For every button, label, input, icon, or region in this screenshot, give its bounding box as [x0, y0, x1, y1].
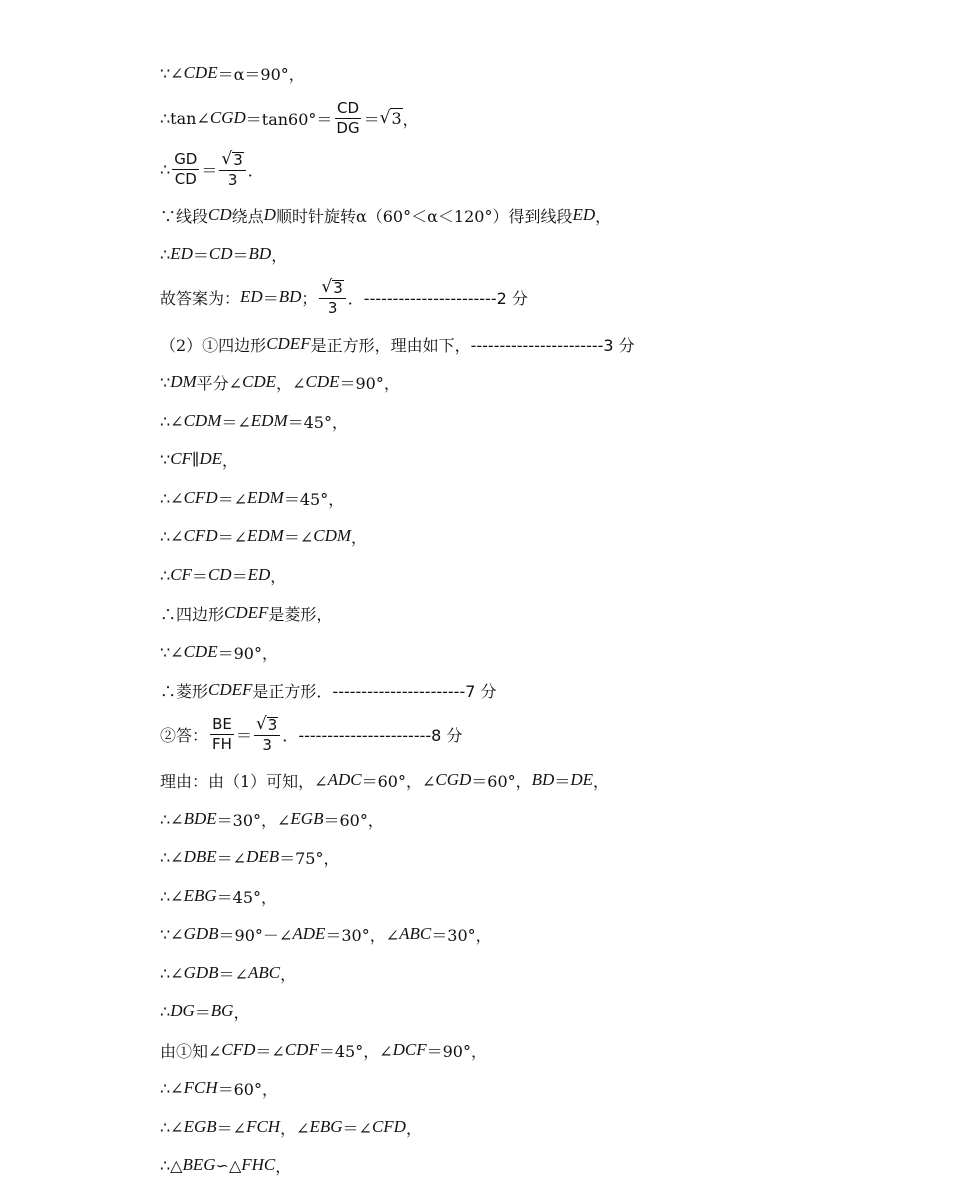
solution-line: ∴∠ GDB ＝∠ ABC ， [160, 963, 297, 984]
solution-line: （2）①四边形 CDEF 是正方形，理由如下， -----------------------3 分 [160, 334, 635, 355]
solution-line: ∵ CF ∥ DE ， [160, 449, 238, 470]
solution-line: 理由：由（1）可知，∠ ADC ＝60°，∠ CGD ＝60°， BD ＝ DE ， [160, 770, 610, 791]
solution-line: ∴ DG ＝ BG ， [160, 1001, 250, 1022]
fraction: $\frac{CD}{DG}$ [336, 98, 360, 137]
solution-line: ∵∠ CDE ＝90°， [160, 642, 278, 663]
solution-line: ∴∠ EBG ＝45°， [160, 886, 278, 907]
solution-line: 故答案为： ED ＝ BD ； √ 3 3 ． -----------------------2 分 [160, 276, 528, 317]
solution-line: ②答： $\frac{BE}{FH}$ ＝ √ 3 3 ． -----------------------8 分 [160, 713, 463, 754]
solution-line: ∴∠ EGB ＝∠ FCH ，∠ EBG ＝∠ CFD ， [160, 1117, 422, 1138]
solution-line: ∴ CF ＝ CD ＝ ED ， [160, 565, 287, 586]
solution-line: ∵∠ CDE ＝α＝90°， [160, 63, 305, 84]
solution-line: ∴∠ CFD ＝∠ EDM ＝∠ CDM ， [160, 526, 368, 547]
solution-line: ∴tan∠ CGD ＝tan60°＝ $\frac{CD}{DG}$ ＝ √ 3 ， [160, 98, 419, 137]
solution-line: ∴∠ BDE ＝30°，∠ EGB ＝60°， [160, 809, 384, 830]
solution-line: ∴菱形 CDEF 是正方形． -----------------------7 分 [160, 680, 497, 701]
solution-line: ∵ DM 平分∠ CDE ，∠ CDE ＝90°， [160, 372, 400, 393]
fraction: $\frac{BE}{FH}$ [212, 714, 232, 753]
fraction: √ 3 3 [319, 279, 345, 316]
solution-line: ∴∠ FCH ＝60°， [160, 1078, 278, 1099]
solution-line: ∴∠ CDM ＝∠ EDM ＝45°， [160, 411, 348, 432]
fraction: $\frac{GD}{CD}$ [174, 149, 198, 188]
sqrt-expression: √ 3 [379, 108, 402, 128]
solution-line: ∴ ED ＝ CD ＝ BD ， [160, 244, 288, 265]
solution-line: ∵∠ GDB ＝90°－∠ ADE ＝30°，∠ ABC ＝30°， [160, 924, 492, 945]
fraction: √ 3 3 [219, 151, 245, 188]
solution-line: ∴∠ DBE ＝∠ DEB ＝75°， [160, 847, 340, 868]
solution-line: 由①知∠ CFD ＝∠ CDF ＝45°，∠ DCF ＝90°， [160, 1040, 487, 1061]
solution-line: ∴△ BEG ∽△ FHC ， [160, 1155, 292, 1176]
solution-line: ∴四边形 CDEF 是菱形， [160, 603, 333, 624]
solution-line: ∴∠ CFD ＝∠ EDM ＝45°， [160, 488, 345, 509]
solution-line: ∵线段 CD 绕点 D 顺时针旋转α（60°＜α＜120°）得到线段 ED ， [160, 205, 612, 226]
solution-line: ∴ $\frac{GD}{CD}$ ＝ √ 3 3 ． [160, 148, 264, 189]
fraction: √ 3 3 [254, 716, 280, 753]
